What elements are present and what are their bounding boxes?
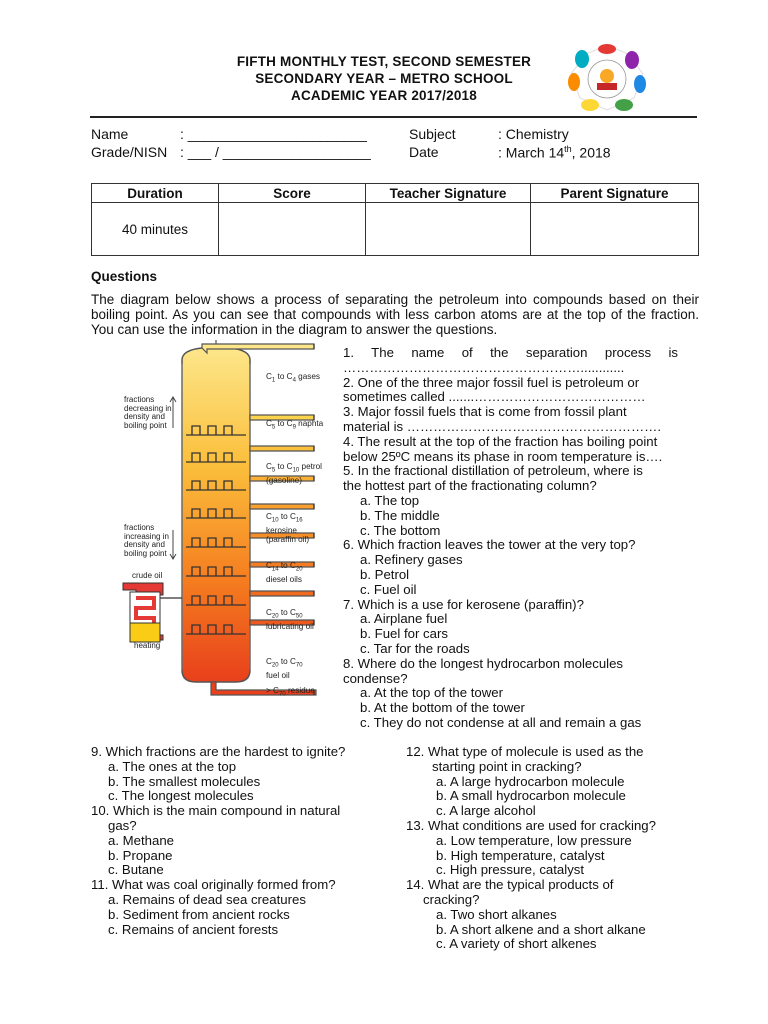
date-value: : March 14th, 2018 (498, 144, 611, 161)
option-8c[interactable]: c. They do not condense at all and remain a gas (360, 714, 642, 730)
option-6c[interactable]: c. Fuel oil (360, 581, 417, 597)
fractions-decreasing-label: fractions decreasing in density and boiling point (124, 395, 172, 430)
question-12-cont: starting point in cracking? (432, 758, 582, 774)
question-12: 12. What type of molecule is used as the (406, 744, 644, 759)
option-7b[interactable]: b. Fuel for cars (360, 626, 448, 642)
question-8: 8. Where do the longest hydrocarbon molecules (343, 655, 624, 671)
fractions-increasing-label: fractions increasing in density and boiling point (124, 523, 169, 558)
heating-label: heating (134, 641, 161, 650)
fraction-petrol-label: $C_5$ to $C_{10}$ petrol (gasoline) (266, 462, 323, 485)
fraction-diesel-label: $C_{14}$ to $C_{20}$ diesel oils (266, 561, 303, 584)
question-2: 2. One of the three major fossil fuel is petroleum or (343, 374, 640, 390)
option-5b[interactable]: b. The middle (360, 507, 440, 523)
duration-header: Duration (92, 184, 219, 203)
answer-blank-3[interactable]: material is …………………………………………………. (343, 418, 661, 434)
question-13: 13. What conditions are used for cracking? (406, 817, 656, 833)
name-field[interactable]: : _______________________ (180, 126, 367, 142)
test-title: FIFTH MONTHLY TEST, SECOND SEMESTER (236, 54, 532, 69)
score-table (91, 183, 699, 256)
date-label: Date (409, 144, 439, 160)
option-14b[interactable]: b. A short alkene and a short alkane (436, 921, 646, 937)
question-10-cont: gas? (108, 817, 137, 833)
option-12b[interactable]: b. A small hydrocarbon molecule (436, 788, 626, 804)
option-6b[interactable]: b. Petrol (360, 566, 410, 582)
fraction-fuel-oil-label: $C_{20}$ to $C_{70}$ fuel oil (266, 657, 303, 680)
subject-value: : Chemistry (498, 126, 569, 142)
option-8a[interactable]: a. At the top of the tower (360, 685, 503, 701)
option-9a[interactable]: a. The ones at the top (108, 758, 237, 774)
question-9: 9. Which fractions are the hardest to ignite? (91, 744, 346, 759)
fraction-residue-label: > $C_{70}$ residue (266, 686, 315, 698)
question-14-cont: cracking? (423, 891, 480, 907)
question-5: 5. In the fractional distillation of petroleum, where is (343, 463, 643, 479)
option-7c[interactable]: c. Tar for the roads (360, 640, 470, 656)
question-10: 10. Which is the main compound in natural (91, 803, 341, 819)
option-12a[interactable]: a. A large hydrocarbon molecule (436, 773, 625, 789)
option-11a[interactable]: a. Remains of dead sea creatures (108, 891, 306, 907)
option-9b[interactable]: b. The smallest molecules (108, 773, 261, 789)
name-label: Name (91, 126, 129, 142)
option-9c[interactable]: c. The longest molecules (108, 788, 254, 804)
option-10a[interactable]: a. Methane (108, 832, 174, 848)
fractional-distillation-diagram (118, 340, 338, 735)
questions-bottom-right-column (406, 745, 696, 952)
intro-paragraph: The diagram below shows a process of separating the petroleum into compounds based on their boiling point. As you can see that compounds with less carbon atoms are at the top of the fraction. You can use the information in the diagram to answer the questions. (91, 292, 699, 337)
option-8b[interactable]: b. At the bottom of the tower (360, 700, 525, 716)
grade-label: Grade/NISN (91, 144, 168, 160)
question-14: 14. What are the typical products of (406, 877, 614, 893)
parent-signature-cell[interactable] (531, 203, 699, 256)
header-rule (90, 116, 697, 118)
teacher-signature-cell[interactable] (366, 203, 531, 256)
question-7: 7. Which is a use for kerosene (paraffin)? (343, 596, 584, 612)
questions-bottom-left-column (91, 745, 391, 937)
questions-heading: Questions (91, 269, 158, 284)
answer-blank-2[interactable]: sometimes called .......………………………………… (343, 389, 646, 405)
option-13b[interactable]: b. High temperature, catalyst (436, 847, 605, 863)
option-10b[interactable]: b. Propane (108, 847, 173, 863)
option-10c[interactable]: c. Butane (108, 862, 164, 878)
option-5a[interactable]: a. The top (360, 492, 420, 508)
question-8-cont: condense? (343, 670, 408, 686)
option-13a[interactable]: a. Low temperature, low pressure (436, 832, 632, 848)
grade-field[interactable]: : ___ / ___________________ (180, 144, 371, 160)
score-header: Score (219, 184, 366, 203)
parent-signature-header: Parent Signature (531, 184, 699, 203)
fraction-kerosine-label: $C_{10}$ to $C_{16}$ kerosine (paraffin oil) (266, 512, 310, 544)
question-5-cont: the hottest part of the fractionating column? (343, 478, 597, 494)
option-13c[interactable]: c. High pressure, catalyst (436, 862, 585, 878)
question-6: 6. Which fraction leaves the tower at the very top? (343, 537, 636, 553)
option-11b[interactable]: b. Sediment from ancient rocks (108, 906, 290, 922)
teacher-signature-header: Teacher Signature (366, 184, 531, 203)
subject-label: Subject (409, 126, 456, 142)
fraction-lubricating-label: $C_{20}$ to $C_{50}$ lubricating oil (266, 608, 314, 631)
option-6a[interactable]: a. Refinery gases (360, 552, 463, 568)
academic-year: ACADEMIC YEAR 2017/2018 (291, 88, 477, 103)
question-1: 1. The name of the separation process is (343, 345, 678, 360)
score-cell[interactable] (219, 203, 366, 256)
duration-value: 40 minutes (92, 203, 219, 256)
question-11: 11. What was coal originally formed from? (91, 877, 336, 893)
questions-right-column (343, 346, 678, 731)
school-logo-icon (566, 42, 648, 114)
school-title: SECONDARY YEAR – METRO SCHOOL (255, 71, 513, 86)
option-14a[interactable]: a. Two short alkanes (436, 906, 557, 922)
answer-blank-1[interactable]: ………………………………………………............ (343, 359, 625, 375)
question-3: 3. Major fossil fuels that is come from fossil plant (343, 404, 627, 420)
option-7a[interactable]: a. Airplane fuel (360, 611, 448, 627)
option-5c[interactable]: c. The bottom (360, 522, 441, 538)
option-12c[interactable]: c. A large alcohol (436, 803, 536, 819)
crude-oil-label: crude oil (132, 571, 163, 580)
fraction-gases-label: $C_1$ to $C_4$ gases (266, 372, 321, 384)
answer-blank-4[interactable]: below 25ºC means its phase in room temperature is…. (343, 448, 663, 464)
option-14c[interactable]: c. A variety of short alkenes (436, 936, 597, 952)
fraction-naphta-label: $C_5$ to $C_9$ naphta (266, 419, 324, 431)
option-11c[interactable]: c. Remains of ancient forests (108, 921, 279, 937)
question-4: 4. The result at the top of the fraction has boiling point (343, 433, 658, 449)
